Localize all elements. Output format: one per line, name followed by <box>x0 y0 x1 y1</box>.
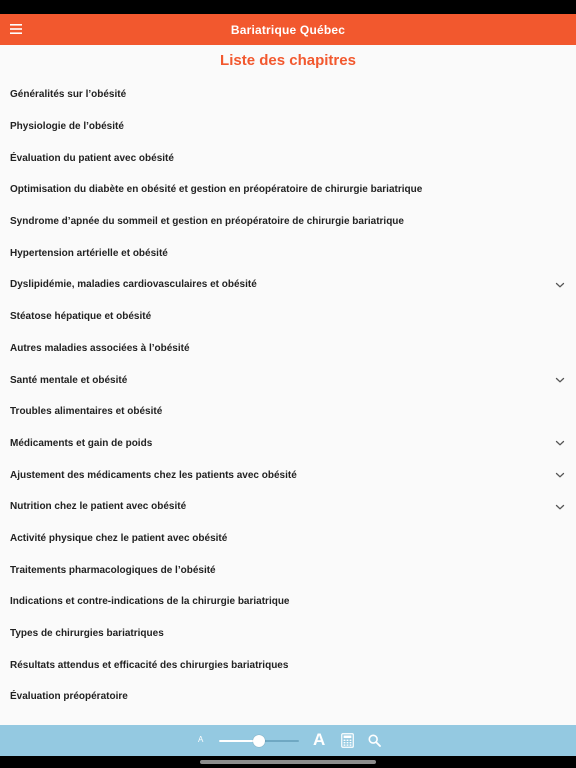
chapter-item[interactable] <box>0 79 576 111</box>
chapter-label: Optimisation du diabète en obésité et gestion en préopératoire de chirurgie bariatrique <box>10 184 423 196</box>
chapter-item[interactable] <box>0 491 576 523</box>
bottom-toolbar <box>0 725 576 756</box>
chapter-label: Médicaments et gain de poids <box>10 437 153 449</box>
chapter-label: Stéatose hépatique et obésité <box>10 311 152 323</box>
chapter-label: Santé mentale et obésité <box>10 374 128 386</box>
chapter-label: Nutrition chez le patient avec obésité <box>10 501 187 513</box>
slider-thumb[interactable] <box>253 735 265 747</box>
hamburger-menu-icon <box>10 24 22 34</box>
chapter-item[interactable] <box>0 586 576 618</box>
font-size-slider[interactable] <box>219 734 299 748</box>
chapter-item[interactable] <box>0 333 576 365</box>
chapter-label: Autres maladies associées à l’obésité <box>10 342 190 354</box>
chapter-label: Activité physique chez le patient avec obésité <box>10 532 228 544</box>
chapter-item[interactable] <box>0 174 576 206</box>
menu-button[interactable] <box>6 19 26 39</box>
chapter-item[interactable] <box>0 364 576 396</box>
chapter-item[interactable] <box>0 428 576 460</box>
search-icon <box>368 734 381 747</box>
chapter-label: Syndrome d’apnée du sommeil et gestion en préopératoire de chirurgie bariatrique <box>10 216 404 228</box>
chevron-down-icon[interactable] <box>555 375 565 385</box>
small-font-icon[interactable]: A <box>198 735 204 744</box>
search-button[interactable] <box>368 734 381 747</box>
chevron-down-icon[interactable] <box>555 502 565 512</box>
chapter-label: Ajustement des médicaments chez les patients avec obésité <box>10 469 297 481</box>
chapter-label: Résultats attendus et efficacité des chirurgies bariatriques <box>10 659 289 671</box>
chapter-label: Traitements pharmacologiques de l’obésité <box>10 564 216 576</box>
page-title: Liste des chapitres <box>220 52 356 69</box>
chapter-item[interactable] <box>0 523 576 555</box>
chevron-down-icon[interactable] <box>555 280 565 290</box>
chapter-item[interactable] <box>0 206 576 238</box>
chevron-down-icon[interactable] <box>555 438 565 448</box>
chapter-label: Généralités sur l’obésité <box>10 89 127 101</box>
system-bottom-bar <box>0 756 576 768</box>
chapter-item[interactable] <box>0 269 576 301</box>
chapter-label: Dyslipidémie, maladies cardiovasculaires et obésité <box>10 279 257 291</box>
chapter-label: Types de chirurgies bariatriques <box>10 628 164 640</box>
chapter-item[interactable] <box>0 111 576 143</box>
chapter-item[interactable] <box>0 459 576 491</box>
chapter-item[interactable] <box>0 301 576 333</box>
chevron-down-icon[interactable] <box>555 470 565 480</box>
calculator-icon <box>341 733 354 748</box>
large-font-icon[interactable]: A <box>313 730 326 749</box>
chapter-label: Troubles alimentaires et obésité <box>10 406 163 418</box>
chapter-item[interactable] <box>0 237 576 269</box>
app-title: Bariatrique Québec <box>230 22 346 37</box>
app-bar <box>0 14 576 45</box>
chapter-label: Physiologie de l’obésité <box>10 121 124 133</box>
chapter-item[interactable] <box>0 554 576 586</box>
chapter-item[interactable] <box>0 396 576 428</box>
calculator-button[interactable] <box>341 733 354 748</box>
chapter-label: Hypertension artérielle et obésité <box>10 247 168 259</box>
chapter-item[interactable] <box>0 681 576 713</box>
status-bar <box>0 0 576 14</box>
chapter-item[interactable] <box>0 142 576 174</box>
chapter-item[interactable] <box>0 618 576 650</box>
chapter-label: Indications et contre-indications de la chirurgie bariatrique <box>10 596 290 608</box>
chapter-label: Évaluation préopératoire <box>10 691 128 703</box>
home-indicator[interactable] <box>200 760 376 764</box>
chapter-item[interactable] <box>0 649 576 681</box>
chapter-label: Évaluation du patient avec obésité <box>10 152 174 164</box>
chapter-list <box>0 79 576 713</box>
